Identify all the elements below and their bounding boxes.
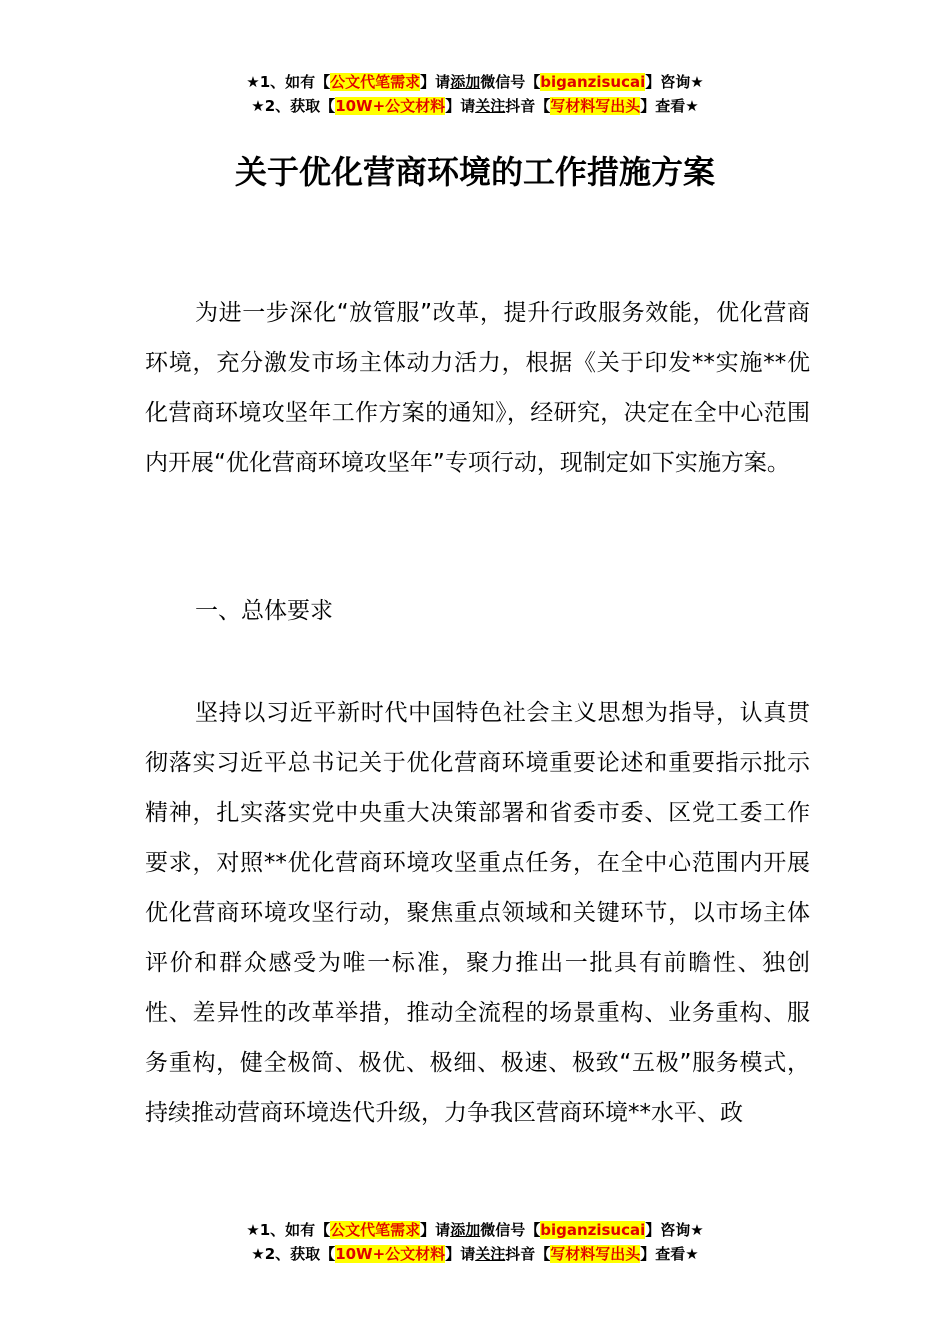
promo-wechat-id: biganzisucai xyxy=(540,1221,646,1239)
promo-underlined-text: 关注 xyxy=(475,1245,506,1263)
promo-line-2 xyxy=(0,94,950,118)
promo-line-1 xyxy=(0,1218,950,1242)
promo-douyin-id: 写材料写出头 xyxy=(550,1245,641,1263)
promo-line-2 xyxy=(0,1242,950,1266)
header-promo-banner xyxy=(0,70,950,118)
section-heading: 一、总体要求 xyxy=(195,598,333,624)
promo-underlined-text: 添加 xyxy=(450,1221,481,1239)
promo-text: 】咨询★ xyxy=(645,1221,704,1239)
document-title: 关于优化营商环境的工作措施方案 xyxy=(234,153,715,191)
promo-text: ★1、如有【 xyxy=(246,73,331,91)
promo-wechat-id: biganzisucai xyxy=(540,73,646,91)
promo-text: 】咨询★ xyxy=(645,73,704,91)
promo-highlight: 公文代笔需求 xyxy=(330,73,421,91)
promo-text: ★1、如有【 xyxy=(246,1221,331,1239)
promo-highlight: 公文代笔需求 xyxy=(330,1221,421,1239)
promo-text: 微信号【 xyxy=(480,1221,541,1239)
promo-text: 】请 xyxy=(445,97,476,115)
promo-text: 微信号【 xyxy=(480,73,541,91)
promo-text: 】请 xyxy=(445,1245,476,1263)
promo-text: 】查看★ xyxy=(640,1245,699,1263)
promo-line-1 xyxy=(0,70,950,94)
promo-text: ★2、获取【 xyxy=(251,97,336,115)
promo-text: ★2、获取【 xyxy=(251,1245,336,1263)
promo-text: 抖音【 xyxy=(505,97,551,115)
promo-text: 】请 xyxy=(420,73,451,91)
promo-text: 】请 xyxy=(420,1221,451,1239)
promo-text: 】查看★ xyxy=(640,97,699,115)
footer-promo-banner xyxy=(0,1218,950,1266)
body-paragraph: 坚持以习近平新时代中国特色社会主义思想为指导，认真贯彻落实习近平总书记关于优化营商环境重要论述和重要指示批示精神，扎实落实党中央重大决策部署和省委市委、区党工委工作要求，对照**优化营商环境攻坚重点任务，在全中心范围内开展优化营商环境攻坚行动，聚焦重点领域和关键环节，以市场主体评价和群众感受为唯一标准，聚力推出一批具有前瞻性、独创性、差异性的改革举措，推动全流程的场景重构、业务重构、服务重构，健全极简、极优、极细、极速、极致“五极”服务模式，持续推动营商环境迭代升级，力争我区营商环境**水平、政 xyxy=(145,700,810,1126)
promo-douyin-id: 写材料写出头 xyxy=(550,97,641,115)
promo-underlined-text: 添加 xyxy=(450,73,481,91)
promo-highlight: 10W+公文材料 xyxy=(335,1245,446,1263)
intro-paragraph: 为进一步深化“放管服”改革，提升行政服务效能，优化营商环境，充分激发市场主体动力活力，根据《关于印发**实施**优化营商环境攻坚年工作方案的通知》，经研究，决定在全中心范围内开展“优化营商环境攻坚年”专项行动，现制定如下实施方案。 xyxy=(145,300,810,476)
promo-text: 抖音【 xyxy=(505,1245,551,1263)
promo-underlined-text: 关注 xyxy=(475,97,506,115)
promo-highlight: 10W+公文材料 xyxy=(335,97,446,115)
